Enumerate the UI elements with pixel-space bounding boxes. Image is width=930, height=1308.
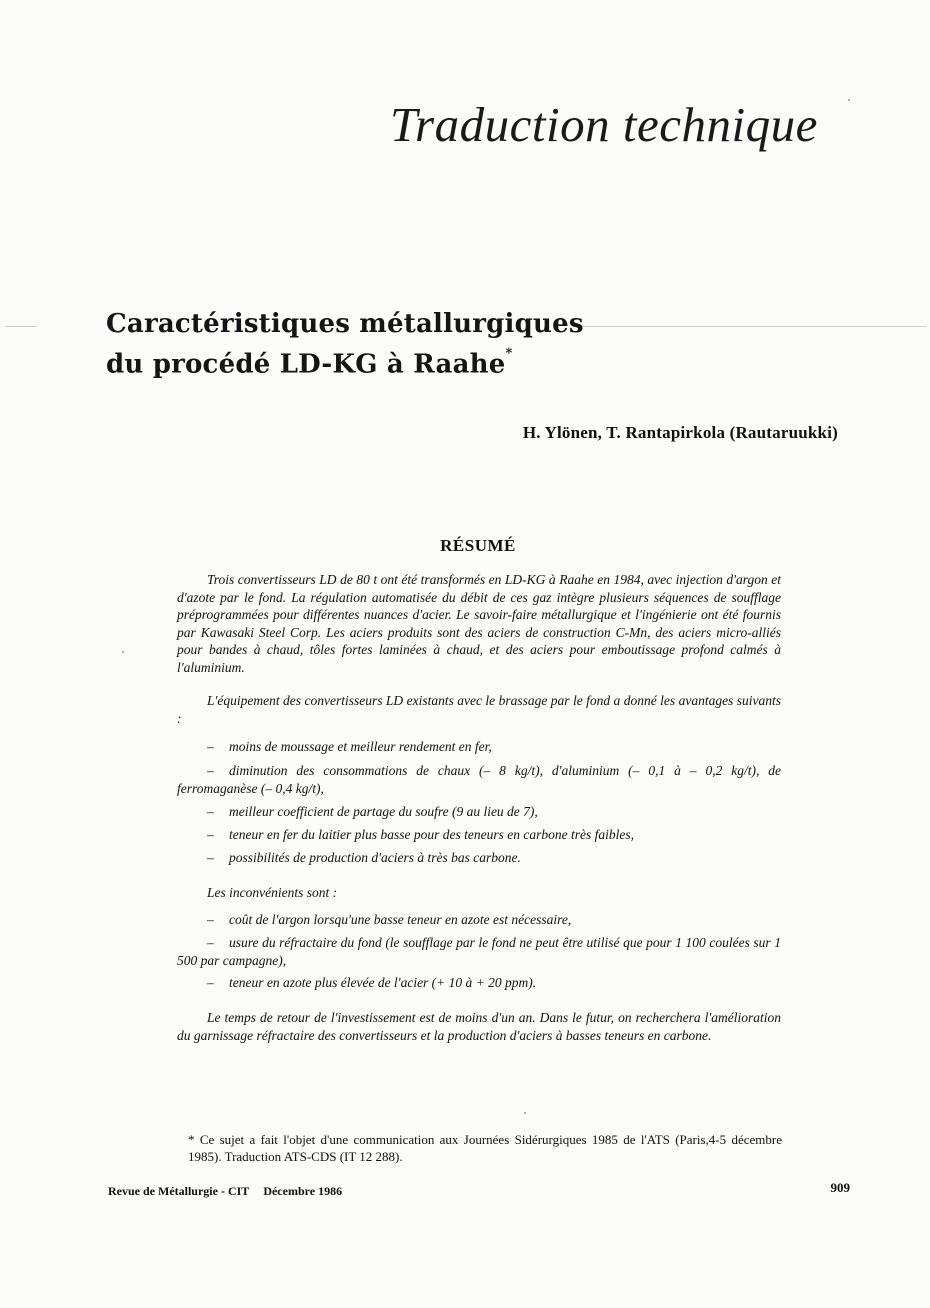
title-footnote-mark: * — [505, 346, 513, 361]
list-item: – coût de l'argon lorsqu'une basse teneur en azote est nécessaire, — [207, 912, 572, 927]
section-heading: Traduction technique — [390, 97, 818, 152]
abstract-heading: RÉSUMÉ — [440, 536, 516, 555]
list-item: – possibilités de production d'aciers à très bas carbone. — [207, 850, 521, 865]
list-item: – meilleur coefficient de partage du soufre (9 au lieu de 7), — [207, 804, 538, 819]
issue-date: Décembre 1986 — [263, 1184, 343, 1198]
list-item: – diminution des consommations de chaux (– 8 kg/t), d'aluminium (– 0,1 à – 0,2 kg/t), de ferromaganèse (– 0,4 kg/t), — [177, 763, 781, 796]
footnote: * Ce sujet a fait l'objet d'une communication aux Journées Sidérurgiques 1985 de l'ATS (Paris,4-5 décembre 1985). Traduction ATS-CDS (IT 12 288). — [188, 1132, 782, 1164]
scan-speck — [848, 99, 850, 101]
conclusion-paragraph: Le temps de retour de l'investissement est de moins d'un an. Dans le futur, on recherchera l'amélioration du garnissage réfractaire des convertisseurs et la production d'aciers à basses teneurs en carbone. — [177, 1010, 781, 1043]
scan-speck — [524, 1112, 526, 1114]
title-line-2: du procédé LD-KG à Raahe* — [106, 346, 513, 380]
abstract-paragraph: Trois convertisseurs LD de 80 t ont été transformés en LD-KG à Raahe en 1984, avec injection d'argon et d'azote par le fond. La régulation automatisée du débit de ces gaz intègre plusieurs séquences de soufflage préprogrammées pour différentes nuances d'acier. Le savoir-faire métallurgique et l'ingénierie ont été fournis par Kawasaki Steel Corp. Les aciers produits sont des aciers de construction C-Mn, des aciers micro-alliés pour bandes à chaud, tôles fortes laminées à chaud, et des aciers pour emboutissage profond calmés à l'aluminium. — [177, 572, 781, 675]
article-title — [106, 306, 666, 383]
list-item: – teneur en azote plus élevée de l'acier (+ 10 à + 20 ppm). — [207, 975, 537, 990]
page-number: 909 — [830, 1180, 850, 1195]
list-item: – teneur en fer du laitier plus basse pour des teneurs en carbone très faibles, — [207, 827, 634, 842]
journal-name: Revue de Métallurgie - CIT — [108, 1184, 250, 1198]
advantages-intro: L'équipement des convertisseurs LD existants avec le brassage par le fond a donné les avantages suivants : — [177, 693, 781, 726]
authors: H. Ylönen, T. Rantapirkola (Rautaruukki) — [522, 423, 838, 442]
list-item: – moins de moussage et meilleur rendement en fer, — [207, 739, 492, 754]
title-line-1: Caractéristiques métallurgiques — [106, 309, 584, 339]
journal-footer — [108, 1184, 508, 1199]
list-item: – usure du réfractaire du fond (le soufflage par le fond ne peut être utilisé que pour 1 100 coulées sur 1 500 par campagne), — [177, 935, 781, 968]
divider-left — [5, 326, 37, 327]
drawbacks-intro: Les inconvénients sont : — [207, 885, 338, 900]
scan-speck — [122, 651, 124, 653]
